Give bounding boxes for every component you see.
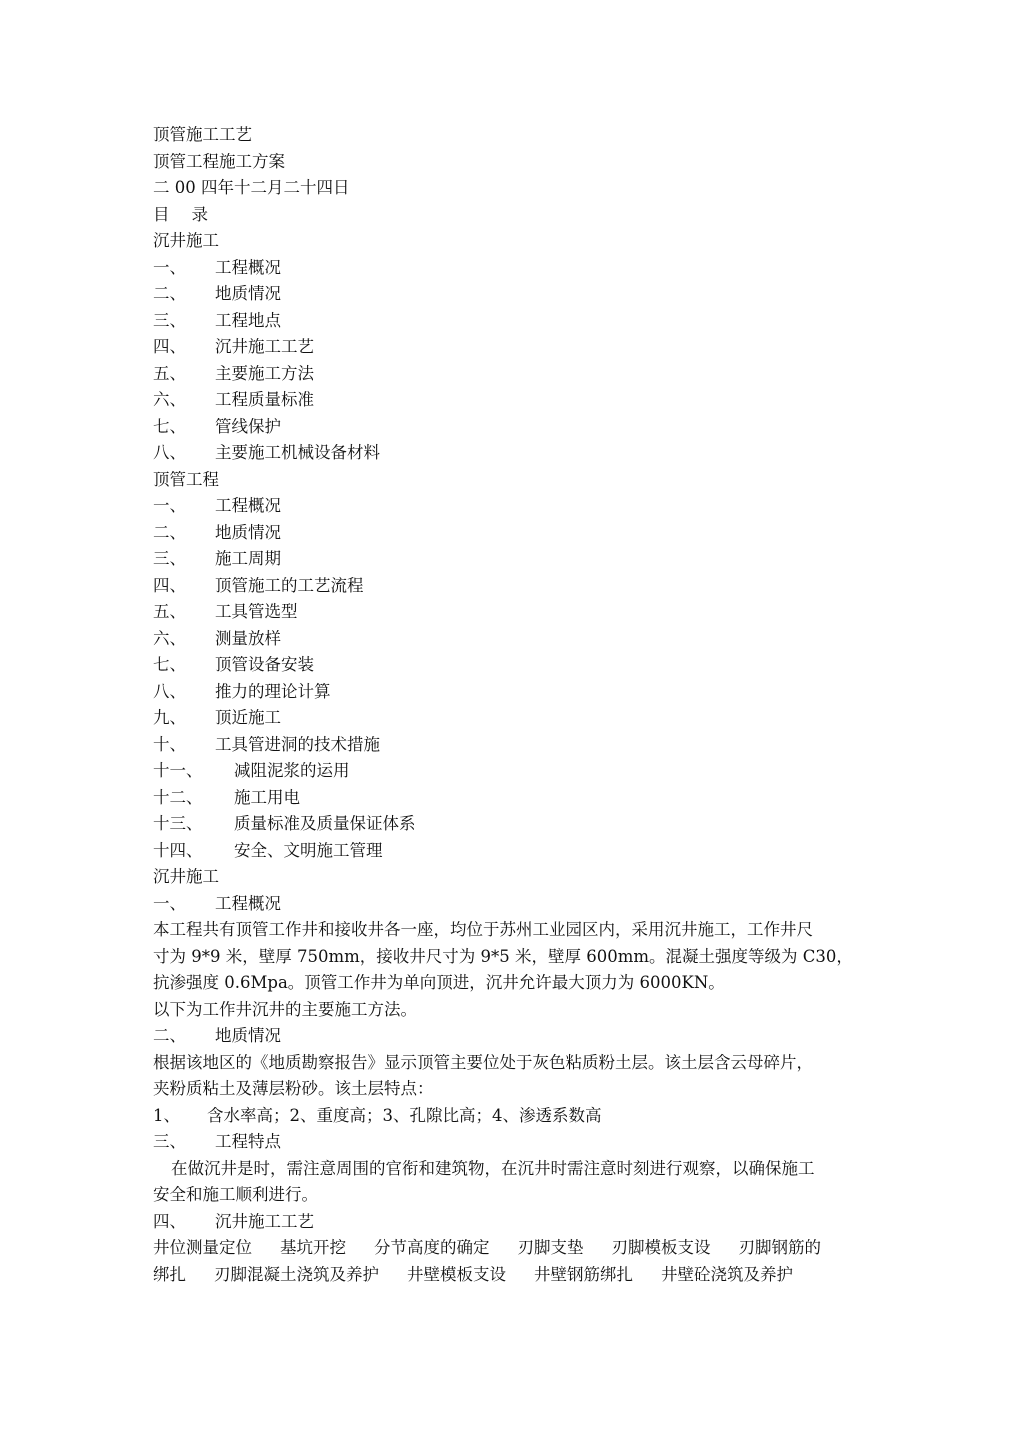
process-step: 刃脚钢筋的 (738, 1238, 821, 1257)
toc-item-text: 工程质量标准 (215, 390, 314, 409)
process-flow-line (153, 1262, 863, 1289)
toc-item-number: 十、 (153, 734, 186, 754)
process-step: 井壁模板支设 (407, 1264, 506, 1284)
toc-item-number: 四、 (153, 337, 186, 356)
toc-item-text: 地质情况 (215, 284, 281, 303)
toc-item (153, 308, 863, 335)
toc-item-text: 地质情况 (215, 522, 281, 542)
toc-item (153, 546, 863, 573)
toc-item-number: 三、 (153, 549, 186, 568)
toc-item-number: 二、 (153, 522, 186, 542)
toc-item (153, 679, 863, 706)
paragraph-text: 在做沉井是时，需注意周围的官衔和建筑物，在沉井时需注意时刻进行观察，以确保施工 (171, 1158, 815, 1178)
paragraph-line: 抗渗强度 0.6Mpa。顶管工作井为单向顶进，沉井允许最大顶力为 6000KN。 (153, 973, 725, 992)
toc-item-number: 二、 (153, 284, 186, 303)
section-number: 三、 (153, 1132, 186, 1151)
body-heading: 沉井施工 (153, 867, 219, 886)
document-title: 顶管施工工艺 (153, 125, 252, 144)
toc-item-text: 顶管设备安装 (215, 655, 314, 674)
toc-item (153, 785, 863, 812)
section-number: 一、 (153, 893, 186, 913)
toc-label-right: 录 (191, 204, 208, 224)
process-step: 基坑开挖 (280, 1238, 346, 1257)
section-2-heading (153, 1023, 863, 1050)
toc-label-left: 目 (153, 204, 170, 224)
toc-item (153, 440, 863, 467)
toc-item-number: 五、 (153, 363, 186, 383)
section-number: 二、 (153, 1026, 186, 1045)
toc-item (153, 387, 863, 414)
section-title: 工程特点 (215, 1132, 281, 1151)
process-step: 分节高度的确定 (374, 1238, 490, 1257)
toc-item-text: 安全、文明施工管理 (234, 840, 383, 860)
toc-item-number: 七、 (153, 416, 186, 436)
section-3-heading (153, 1129, 863, 1156)
toc-item (153, 573, 863, 600)
toc-item (153, 732, 863, 759)
section-title: 工程概况 (215, 893, 281, 913)
toc-item (153, 811, 863, 838)
toc-item-number: 十二、 (153, 787, 203, 807)
toc-item-number: 三、 (153, 310, 186, 330)
toc-item (153, 626, 863, 653)
paragraph-line: 寸为 9*9 米，壁厚 750mm，接收井尺寸为 9*5 米，壁厚 600mm。混凝土强度等级为 C30， (153, 946, 853, 966)
toc-item-text: 顶近施工 (215, 708, 281, 727)
paragraph-line: 以下为工作井沉井的主要施工方法。 (153, 999, 417, 1019)
toc-item-text: 顶管施工的工艺流程 (215, 575, 364, 595)
toc-item-text: 工具管进洞的技术措施 (215, 734, 380, 754)
toc-item-number: 八、 (153, 443, 186, 462)
toc-item-number: 七、 (153, 655, 186, 674)
toc-item (153, 652, 863, 679)
document-date: 二 00 四年十二月二十四日 (153, 178, 350, 197)
process-step: 刃脚混凝土浇筑及养护 (214, 1264, 379, 1284)
toc-item-number: 五、 (153, 602, 186, 621)
toc-item (153, 838, 863, 865)
toc-part2-list (153, 493, 863, 864)
toc-item-number: 四、 (153, 575, 186, 595)
toc-item-number: 十三、 (153, 814, 203, 833)
toc-item-number: 一、 (153, 257, 186, 277)
toc-item-number: 八、 (153, 681, 186, 701)
toc-item (153, 758, 863, 785)
toc-item (153, 255, 863, 282)
toc-item-text: 推力的理论计算 (215, 681, 331, 701)
section-title: 地质情况 (215, 1026, 281, 1045)
toc-item-text: 工程概况 (215, 496, 281, 515)
toc-item-text: 工具管选型 (215, 602, 298, 621)
toc-part1-heading: 沉井施工 (153, 231, 219, 250)
toc-item-text: 主要施工方法 (215, 363, 314, 383)
toc-item-text: 工程概况 (215, 257, 281, 277)
toc-item (153, 361, 863, 388)
list-text: 含水率高；2、重度高；3、孔隙比高；4、渗透系数高 (207, 1105, 602, 1125)
toc-item (153, 520, 863, 547)
paragraph-line: 本工程共有顶管工作井和接收井各一座，均位于苏州工业园区内，采用沉井施工，工作井尺 (153, 920, 813, 939)
section-number: 四、 (153, 1211, 186, 1231)
process-step: 井位测量定位 (153, 1238, 252, 1257)
process-flow-line (153, 1235, 863, 1262)
process-step: 绑扎 (153, 1264, 186, 1284)
toc-item-text: 工程地点 (215, 310, 281, 330)
document-page (153, 122, 863, 1288)
document-subtitle: 顶管工程施工方案 (153, 151, 285, 171)
toc-item-text: 测量放样 (215, 628, 281, 648)
process-step: 井壁砼浇筑及养护 (661, 1264, 793, 1284)
paragraph-line: 安全和施工顺利进行。 (153, 1185, 318, 1204)
toc-label (153, 202, 863, 229)
toc-item-number: 一、 (153, 496, 186, 515)
numbered-list-item (153, 1103, 863, 1130)
toc-part2-heading: 顶管工程 (153, 469, 219, 489)
toc-item-number: 六、 (153, 628, 186, 648)
toc-item (153, 493, 863, 520)
process-step: 井壁钢筋绑扎 (534, 1264, 633, 1284)
paragraph-line (153, 1156, 863, 1183)
toc-item-text: 管线保护 (215, 416, 281, 436)
toc-item-number: 十四、 (153, 840, 203, 860)
section-1-heading (153, 891, 863, 918)
toc-item-number: 十一、 (153, 761, 203, 780)
toc-item-text: 质量标准及质量保证体系 (234, 814, 416, 833)
toc-item-text: 施工用电 (234, 787, 300, 807)
toc-item (153, 414, 863, 441)
toc-item-text: 施工周期 (215, 549, 281, 568)
toc-item-number: 九、 (153, 708, 186, 727)
toc-item-number: 六、 (153, 390, 186, 409)
toc-item (153, 281, 863, 308)
list-number: 1、 (153, 1105, 180, 1125)
section-4-heading (153, 1209, 863, 1236)
toc-item (153, 334, 863, 361)
paragraph-line: 根据该地区的《地质勘察报告》显示顶管主要位处于灰色粘质粉土层。该土层含云母碎片， (153, 1052, 813, 1072)
toc-item-text: 减阻泥浆的运用 (234, 761, 350, 780)
paragraph-line: 夹粉质粘土及薄层粉砂。该土层特点： (153, 1079, 434, 1098)
toc-item-text: 主要施工机械设备材料 (215, 443, 380, 462)
process-step: 刃脚模板支设 (611, 1238, 711, 1257)
toc-item-text: 沉井施工工艺 (215, 337, 314, 356)
toc-item (153, 705, 863, 732)
toc-part1-list (153, 255, 863, 467)
toc-item (153, 599, 863, 626)
section-title: 沉井施工工艺 (215, 1211, 314, 1231)
process-step: 刃脚支垫 (517, 1238, 584, 1257)
